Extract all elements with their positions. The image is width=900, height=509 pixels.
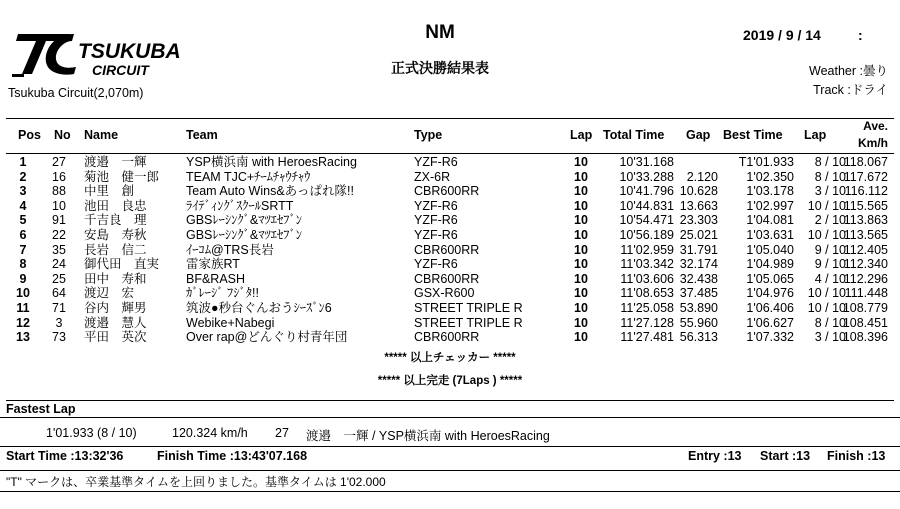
- cell-total: 11'03.342: [620, 257, 674, 272]
- cell-ave: 112.296: [843, 271, 888, 286]
- cell-best: 1'02.350: [746, 169, 794, 184]
- cell-blap: 3 / 10: [814, 184, 846, 199]
- weather: Weather :曇り: [809, 64, 888, 78]
- cell-gap: 23.303: [679, 213, 718, 228]
- col-kmh: Km/h: [858, 136, 888, 150]
- cell-pos: 5: [19, 213, 27, 228]
- cell-team: BF&RASH: [186, 271, 246, 286]
- fastest-lap-time: 1'01.933 (8 / 10): [46, 426, 137, 440]
- cell-total: 11'27.128: [620, 315, 674, 330]
- cell-best: 1'04.976: [746, 286, 794, 301]
- cell-no: 3: [55, 315, 63, 330]
- cell-no: 64: [52, 286, 66, 301]
- cell-best: 1'07.332: [746, 330, 794, 345]
- cell-pos: 6: [19, 227, 27, 242]
- cell-total: 11'03.606: [620, 271, 674, 286]
- logo-text: TSUKUBA: [78, 40, 181, 63]
- cell-no: 91: [52, 213, 66, 228]
- cell-no: 16: [52, 169, 66, 184]
- cell-total: 10'56.189: [619, 227, 674, 242]
- circuit-name: Tsukuba Circuit(2,070m): [8, 86, 144, 100]
- cell-ave: 112.405: [843, 242, 888, 257]
- cell-name: 中里 創: [84, 184, 135, 199]
- race-date: 2019 / 9 / 14: [743, 27, 821, 43]
- cell-gap: 10.628: [679, 184, 718, 199]
- cell-no: 24: [52, 257, 66, 272]
- cell-type: CBR600RR: [414, 271, 480, 286]
- cell-blap: 2 / 10: [814, 213, 846, 228]
- cell-blap: 8 / 10: [814, 315, 846, 330]
- cell-ave: 113.565: [843, 227, 888, 242]
- cell-ave: 108.779: [842, 300, 888, 315]
- cell-no: 71: [52, 300, 66, 315]
- fastest-lap-rider: 渡邉 一輝 / YSP横浜南 with HeroesRacing: [306, 429, 550, 443]
- col-best-lap: Lap: [804, 128, 827, 142]
- cell-name: 渡邉 一輝: [84, 155, 147, 169]
- cell-gap: 32.438: [679, 271, 718, 286]
- cell-name: 菊池 健一郎: [84, 169, 160, 184]
- cell-blap: 9 / 10: [814, 242, 846, 257]
- cell-type: YZF-R6: [414, 213, 458, 228]
- cell-lap: 10: [574, 242, 588, 257]
- cell-pos: 7: [19, 242, 27, 257]
- cell-type: YZF-R6: [414, 227, 458, 242]
- cell-team: Webike+Nabegi: [186, 315, 275, 330]
- cell-blap: 8 / 10: [814, 169, 846, 184]
- cell-ave: 117.672: [843, 169, 888, 184]
- cell-team: ｲｰｺﾑ@TRS長岩: [186, 242, 274, 257]
- table-row: [6, 170, 894, 185]
- cell-team: GBSﾚｰｼﾝｸﾞ&ﾏﾂｴｾﾌﾞﾝ: [186, 227, 302, 242]
- entry-count: Entry :13: [688, 449, 742, 463]
- cell-name: 長岩 信二: [84, 242, 147, 257]
- cell-no: 22: [52, 227, 66, 242]
- cell-best: 1'02.997: [746, 198, 794, 213]
- cell-best: 1'03.178: [746, 184, 794, 199]
- cell-pos: 13: [16, 330, 30, 345]
- cell-no: 25: [52, 271, 66, 286]
- cell-blap: 4 / 10: [814, 271, 846, 286]
- cell-lap: 10: [574, 155, 588, 169]
- col-team: Team: [186, 128, 218, 142]
- table-row: [6, 286, 894, 301]
- cell-best: 1'03.631: [746, 227, 794, 242]
- cell-type: STREET TRIPLE R: [414, 300, 523, 315]
- cell-ave: 112.340: [843, 257, 888, 272]
- cell-pos: 3: [19, 184, 27, 199]
- cell-name: 御代田 直実: [84, 257, 160, 272]
- cell-type: CBR600RR: [414, 242, 480, 257]
- cell-type: GSX-R600: [414, 286, 475, 301]
- cell-total: 10'44.831: [619, 198, 674, 213]
- cell-team: Over rap@どんぐり村青年団: [186, 330, 348, 345]
- cell-team: 雷家族RT: [186, 257, 240, 272]
- finish-count: Finish :13: [827, 449, 886, 463]
- cell-ave: 118.067: [843, 155, 888, 169]
- cell-pos: 8: [19, 257, 27, 272]
- cell-gap: 31.791: [679, 242, 718, 257]
- table-row: [6, 243, 894, 258]
- cell-lap: 10: [574, 271, 588, 286]
- cell-type: CBR600RR: [414, 184, 480, 199]
- footnote: "T" マークは、卒業基準タイムを上回りました。基準タイムは 1'02.000: [6, 475, 386, 489]
- cell-ave: 111.448: [844, 286, 888, 301]
- cell-lap: 10: [574, 227, 588, 242]
- fastest-lap-speed: 120.324 km/h: [172, 426, 248, 440]
- table-row: [6, 199, 894, 214]
- cell-no: 35: [52, 242, 66, 257]
- cell-best: T1'01.933: [738, 155, 794, 169]
- cell-name: 千吉良 理: [84, 213, 147, 228]
- cell-team: 筑波●秒台ぐんおうｼｰｽﾞﾝ6: [186, 300, 332, 315]
- table-row: [6, 301, 894, 316]
- cell-type: STREET TRIPLE R: [414, 315, 523, 330]
- results-table: [6, 118, 894, 401]
- cell-lap: 10: [574, 198, 588, 213]
- table-row: [6, 316, 894, 331]
- table-row: [6, 272, 894, 287]
- cell-type: CBR600RR: [414, 330, 480, 345]
- cell-type: YZF-R6: [414, 155, 458, 169]
- cell-name: 渡邉 慧人: [84, 315, 147, 330]
- cell-lap: 10: [574, 213, 588, 228]
- table-row: [6, 213, 894, 228]
- cell-type: YZF-R6: [414, 198, 458, 213]
- col-total-time: Total Time: [603, 128, 665, 142]
- cell-total: 11'27.481: [620, 330, 674, 345]
- cell-team: YSP横浜南 with HeroesRacing: [186, 155, 357, 169]
- table-row: [6, 330, 894, 345]
- cell-no: 10: [52, 198, 66, 213]
- cell-lap: 10: [574, 184, 588, 199]
- cell-pos: 1: [19, 155, 27, 169]
- cell-lap: 10: [574, 257, 588, 272]
- col-lap: Lap: [570, 128, 593, 142]
- cell-gap: 2.120: [686, 169, 718, 184]
- document-title: 正式決勝結果表: [391, 60, 489, 76]
- cell-blap: 10 / 10: [807, 198, 846, 213]
- cell-pos: 2: [19, 169, 27, 184]
- cell-blap: 8 / 10: [814, 155, 846, 169]
- track-condition: Track :ドライ: [813, 83, 888, 97]
- col-type: Type: [414, 128, 443, 142]
- cell-gap: 13.663: [679, 198, 718, 213]
- col-name: Name: [84, 128, 119, 142]
- cell-best: 1'04.081: [746, 213, 794, 228]
- cell-lap: 10: [574, 330, 588, 345]
- cell-lap: 10: [574, 300, 588, 315]
- table-row: [6, 184, 894, 199]
- start-count: Start :13: [760, 449, 811, 463]
- cell-total: 10'54.471: [619, 213, 674, 228]
- cell-lap: 10: [574, 286, 588, 301]
- cell-ave: 108.396: [842, 330, 888, 345]
- cell-ave: 108.451: [842, 315, 888, 330]
- table-row: [6, 228, 894, 243]
- col-gap: Gap: [686, 128, 711, 142]
- logo-sub: CIRCUIT: [92, 62, 149, 78]
- cell-ave: 115.565: [843, 198, 888, 213]
- cell-total: 11'25.058: [620, 300, 674, 315]
- cell-gap: 25.021: [679, 227, 718, 242]
- finish-time: Finish Time :13:43'07.168: [157, 449, 308, 463]
- cell-name: 安島 寿秋: [84, 227, 147, 242]
- time-colon: :: [858, 27, 863, 43]
- cell-name: 渡辺 宏: [84, 286, 135, 301]
- cell-team: GBSﾚｰｼﾝｸﾞ&ﾏﾂｴｾﾌﾞﾝ: [186, 213, 302, 228]
- class-name: NM: [425, 22, 455, 43]
- cell-team: ﾗｲﾃﾞｨﾝｸﾞｽｸｰﾙSRTT: [186, 198, 294, 213]
- start-time: Start Time :13:32'36: [6, 449, 124, 463]
- cell-best: 1'05.065: [746, 271, 794, 286]
- cell-no: 88: [52, 184, 66, 199]
- cell-name: 谷内 輝男: [84, 300, 147, 315]
- cell-best: 1'04.989: [746, 257, 794, 272]
- cell-total: 10'33.288: [619, 169, 674, 184]
- cell-no: 27: [52, 155, 66, 169]
- cell-team: TEAM TJC+ﾁｰﾑﾁｬｳﾁｬｳ: [186, 169, 311, 184]
- cell-pos: 12: [16, 315, 30, 330]
- cell-team: ｶﾞﾚｰｼﾞ ﾌｼﾞﾀ!!: [186, 286, 259, 301]
- cell-ave: 113.863: [843, 213, 888, 228]
- cell-total: 10'31.168: [619, 155, 674, 169]
- cell-total: 11'08.653: [620, 286, 674, 301]
- cell-lap: 10: [574, 315, 588, 330]
- cell-type: ZX-6R: [414, 169, 451, 184]
- cell-ave: 116.112: [844, 184, 888, 199]
- cell-gap: 53.890: [679, 300, 718, 315]
- cell-blap: 9 / 10: [814, 257, 846, 272]
- col-ave: Ave.: [863, 119, 888, 133]
- fastest-lap-no: 27: [275, 426, 289, 440]
- fastest-lap-label: Fastest Lap: [6, 402, 76, 416]
- cell-best: 1'06.406: [746, 300, 794, 315]
- table-row: [6, 257, 894, 272]
- finish-line: ***** 以上完走 (7Laps ) *****: [377, 375, 523, 387]
- cell-pos: 11: [16, 300, 30, 315]
- results-rows: [6, 155, 894, 345]
- cell-total: 10'41.796: [619, 184, 674, 199]
- cell-blap: 10 / 10: [807, 227, 846, 242]
- cell-name: 田中 寿和: [84, 271, 147, 286]
- col-best-time: Best Time: [723, 128, 783, 142]
- cell-pos: 9: [19, 271, 27, 286]
- cell-total: 11'02.959: [620, 242, 674, 257]
- table-row: [6, 155, 894, 170]
- cell-gap: 32.174: [679, 257, 718, 272]
- cell-blap: 3 / 10: [814, 330, 846, 345]
- cell-blap: 10 / 10: [807, 286, 846, 301]
- checker-line: ***** 以上チェッカー *****: [384, 352, 516, 364]
- cell-blap: 10 / 10: [807, 300, 846, 315]
- cell-pos: 4: [19, 198, 27, 213]
- cell-gap: 56.313: [679, 330, 718, 345]
- cell-gap: 55.960: [679, 315, 718, 330]
- cell-pos: 10: [16, 286, 30, 301]
- cell-best: 1'06.627: [746, 315, 794, 330]
- cell-name: 池田 良忠: [84, 198, 147, 213]
- col-pos: Pos: [18, 128, 41, 142]
- cell-team: Team Auto Wins&あっぱれ隊!!: [186, 184, 354, 199]
- col-no: No: [54, 128, 71, 142]
- cell-name: 平田 英次: [84, 330, 147, 345]
- cell-gap: 37.485: [679, 286, 718, 301]
- cell-best: 1'05.040: [746, 242, 794, 257]
- cell-type: YZF-R6: [414, 257, 458, 272]
- cell-no: 73: [52, 330, 66, 345]
- cell-lap: 10: [574, 169, 588, 184]
